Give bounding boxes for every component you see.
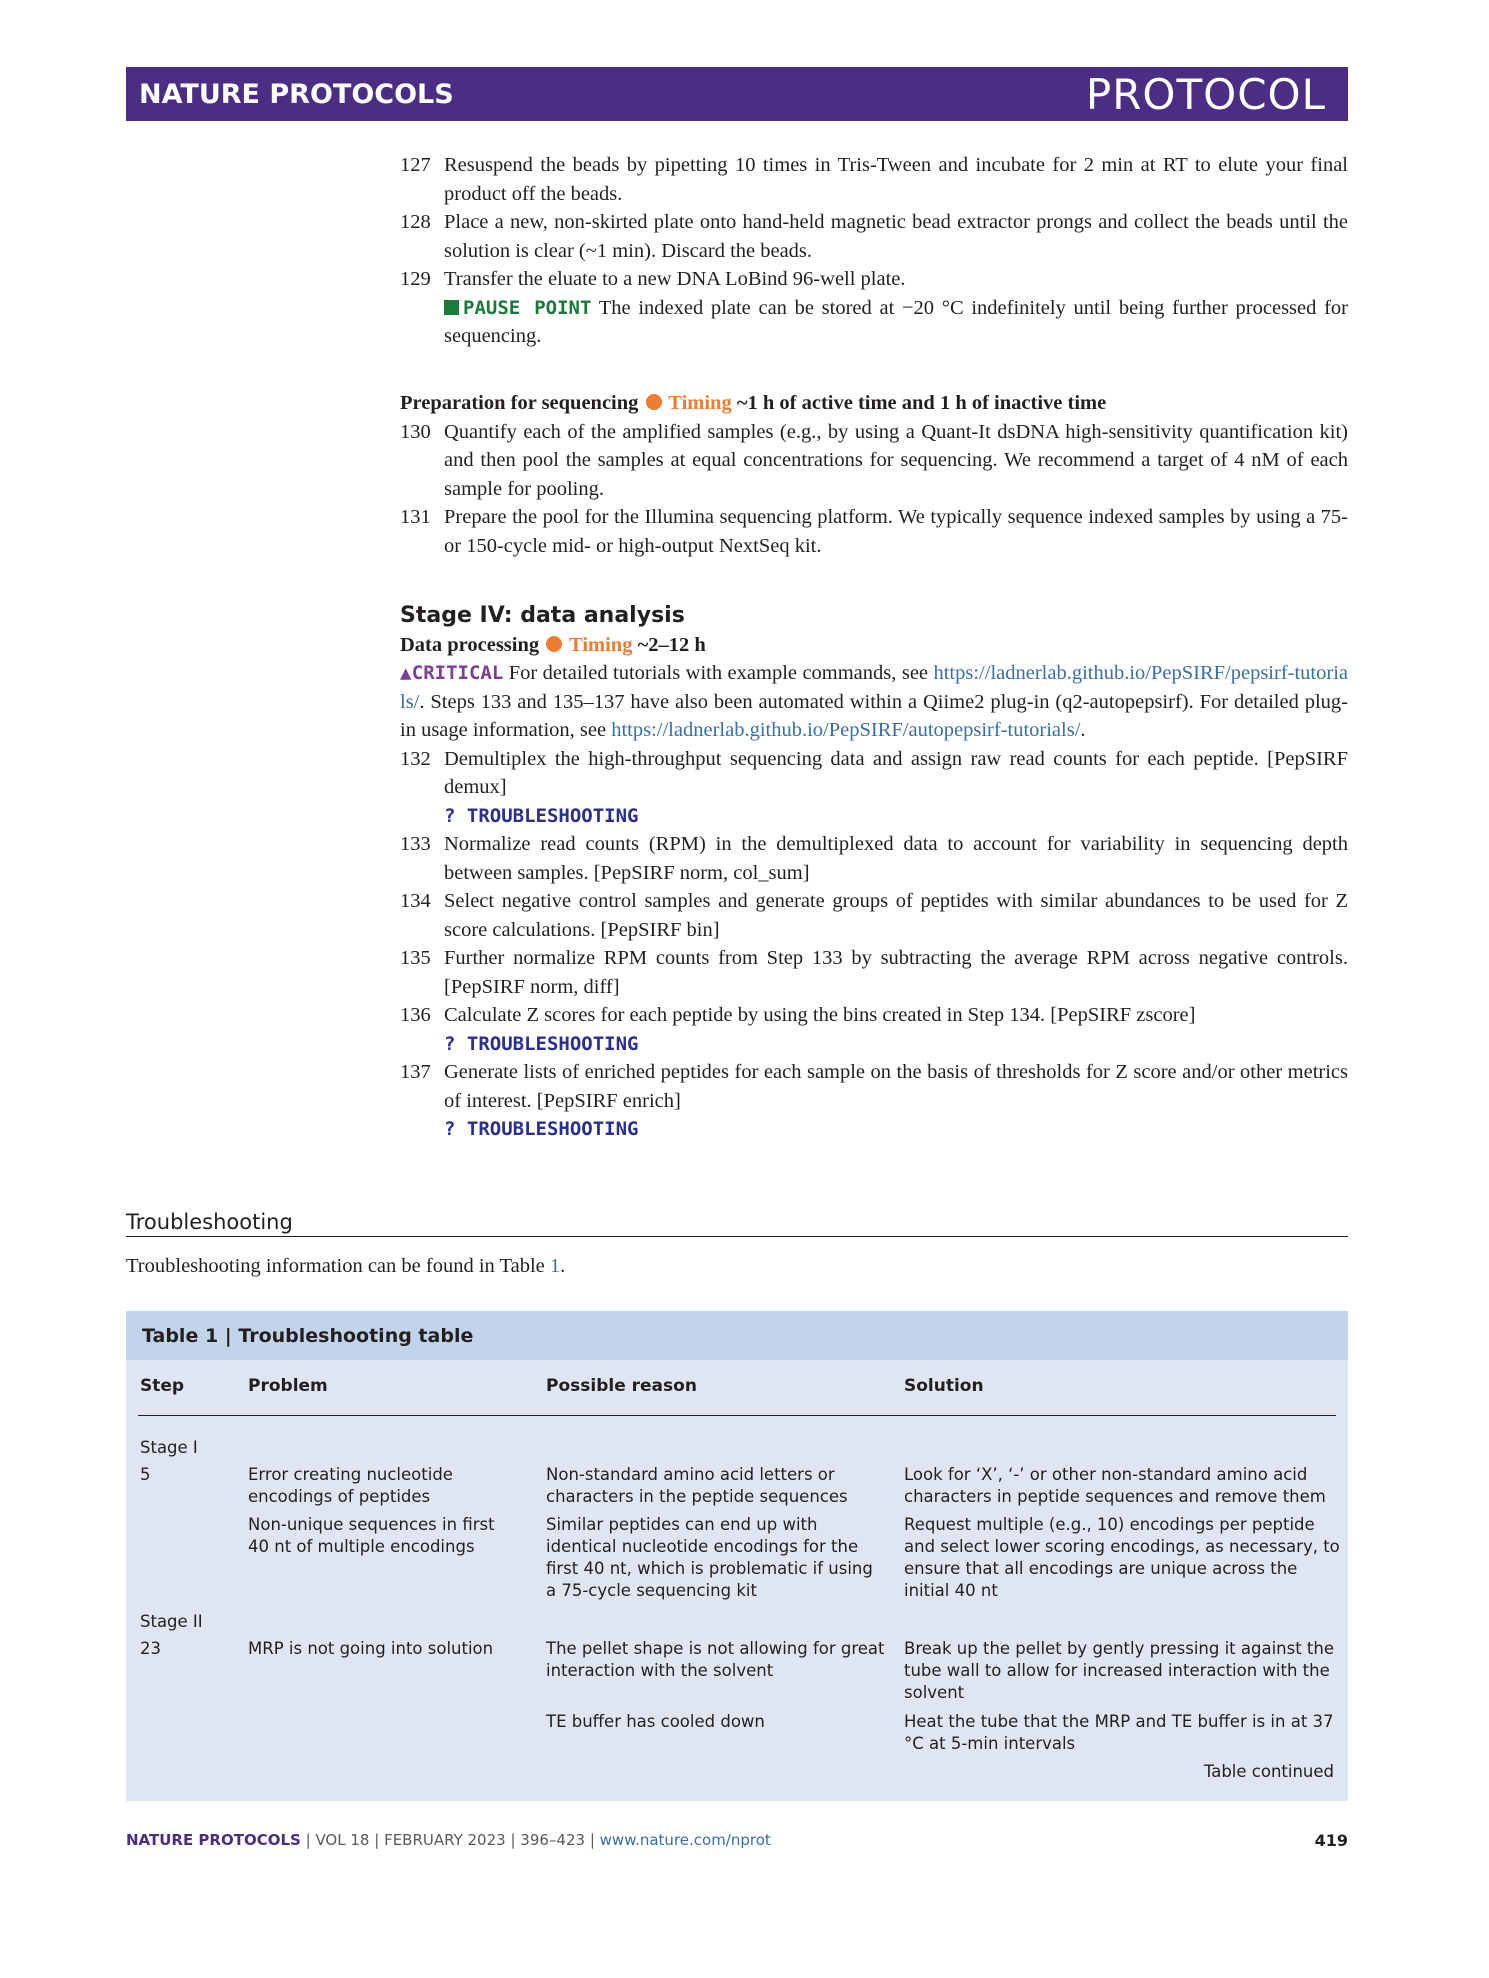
footer-volume: VOL 18 [315, 1831, 370, 1849]
data-processing-heading: Data processing Timing ~2–12 h [400, 633, 706, 656]
timing-dot-icon [646, 394, 662, 410]
troubleshooting-table [126, 1311, 1348, 1801]
step-127: 127 Resuspend the beads by pipetting 10 times in Tris-Tween and incubate for 2 min at RT to elute your final product off the beads. [400, 154, 1348, 205]
pause-point [400, 294, 1348, 351]
critical-label: CRITICAL [411, 662, 504, 684]
reason-cell: Similar peptides can end up with identical nucleotide encodings for the first 40 nt, which is problematic if using a 75-cycle sequencing kit [546, 1515, 873, 1600]
step-131: 131 Prepare the pool for the Illumina sequencing platform. We typically sequence indexed samples by using a 75- or 150-cycle mid- or high-output NextSeq kit. [400, 506, 1348, 557]
pause-text: The indexed plate can be stored at −20 °C indefinitely until being further processed for sequencing. [444, 296, 1348, 347]
col-header-reason: Possible reason [546, 1376, 697, 1396]
step-129: 129 Transfer the eluate to a new DNA LoBind 96-well plate. [400, 268, 906, 290]
critical-note: ▲CRITICAL For detailed tutorials with example commands, see https://ladnerlab.github.io/PepSIRF/pepsirf-tutorials/. Steps 133 and 135–137 have also been automated within a Qiime2 plug-in (q2-autopepsirf). For detailed plug-in usage information, see https://ladnerlab.github.io/PepSIRF/autopepsirf-tutorials/. [400, 662, 1348, 741]
header-rule [138, 1415, 1336, 1416]
prep-heading: Preparation for sequencing Timing ~1 h of active time and 1 h of inactive time [400, 392, 1107, 414]
step-135: 135 Further normalize RPM counts from Step 133 by subtracting the average RPM across negative controls. [PepSIRF norm, diff] [400, 947, 1348, 998]
stage-2-label: Stage II [140, 1612, 203, 1631]
solution-cell: Request multiple (e.g., 10) encodings per peptide and select lower scoring encodings, as necessary, to ensure that all encodings are unique across the initial 40 nt [904, 1515, 1340, 1600]
tutorials-link[interactable]: https://ladnerlab.github.io/PepSIRF/pepsirf-tutorials/ [400, 662, 1348, 713]
step-23-cell: 23 [140, 1639, 161, 1658]
page-number: 419 [1314, 1831, 1348, 1850]
journal-name: NATURE PROTOCOLS [139, 78, 454, 110]
stage-1-label: Stage I [140, 1438, 198, 1457]
journal-header-bar [126, 67, 1348, 121]
reason-cell: The pellet shape is not allowing for great interaction with the solvent [546, 1639, 885, 1680]
troubleshooting-ref-136[interactable]: ? TROUBLESHOOTING [444, 1032, 639, 1055]
step-137: 137 Generate lists of enriched peptides for each sample on the basis of thresholds for Z score and/or other metrics of interest. [PepSIRF enrich] [400, 1061, 1348, 1112]
footer-pages: 396–423 [520, 1831, 586, 1849]
footer-date: FEBRUARY 2023 [384, 1831, 506, 1849]
table-1-link[interactable]: 1 [549, 1255, 561, 1277]
step-130: 130 Quantify each of the amplified samples (e.g., by using a Quant-It dsDNA high-sensitivity quantification kit) and then pool the samples at equal concentrations for sequencing. We recommend a target of 4 nM of each sample for pooling. [400, 420, 1348, 500]
col-header-problem: Problem [248, 1376, 328, 1396]
col-header-step: Step [140, 1376, 185, 1396]
step-136: 136 Calculate Z scores for each peptide by using the bins created in Step 134. [PepSIRF zscore] [400, 1004, 1196, 1026]
critical-triangle-icon: ▲ [400, 662, 412, 684]
troubleshooting-heading: Troubleshooting [126, 1210, 1348, 1237]
steps-top [400, 151, 1348, 351]
solution-cell: Look for ‘X’, ‘-’ or other non-standard amino acid characters in peptide sequences and remove them [904, 1465, 1326, 1506]
troubleshooting-info: Troubleshooting information can be found in Table 1. [126, 1255, 566, 1277]
troubleshooting-ref-132[interactable]: ? TROUBLESHOOTING [444, 804, 639, 827]
page-footer: NATURE PROTOCOLS | VOL 18 | FEBRUARY 2023 | 396–423 | www.nature.com/nprot 419 [126, 1831, 1348, 1850]
pause-square-icon [444, 300, 459, 315]
stage4-section [400, 602, 1348, 1144]
problem-cell: Non-unique sequences in first 40 nt of multiple encodings [248, 1515, 495, 1556]
autopepsirf-link[interactable]: https://ladnerlab.github.io/PepSIRF/autopepsirf-tutorials/ [611, 719, 1081, 741]
footer-journal: NATURE PROTOCOLS [126, 1831, 301, 1849]
prep-section [400, 389, 1348, 560]
solution-cell: Heat the tube that the MRP and TE buffer is in at 37 °C at 5-min intervals [904, 1712, 1334, 1753]
reason-cell: TE buffer has cooled down [546, 1712, 765, 1731]
stage4-heading: Stage IV: data analysis [400, 603, 685, 628]
reason-cell: Non-standard amino acid letters or characters in the peptide sequences [546, 1465, 848, 1506]
step-132: 132 Demultiplex the high-throughput sequencing data and assign raw read counts for each peptide. [PepSIRF demux] [400, 747, 1348, 798]
table-caption: Table 1 | Troubleshooting table [126, 1311, 1348, 1360]
pause-label: PAUSE POINT [463, 296, 592, 319]
step-134: 134 Select negative control samples and generate groups of peptides with similar abundances to be used for Z score calculations. [PepSIRF bin] [400, 890, 1348, 941]
table-continued-note: Table continued [1203, 1762, 1334, 1781]
col-header-solution: Solution [904, 1376, 984, 1396]
step-133: 133 Normalize read counts (RPM) in the demultiplexed data to account for variability in sequencing depth between samples. [PepSIRF norm, col_sum] [400, 833, 1348, 884]
footer-url[interactable]: www.nature.com/nprot [599, 1831, 771, 1849]
article-type: PROTOCOL [1085, 69, 1326, 119]
timing-dot-icon [546, 636, 562, 652]
step-5-cell: 5 [140, 1465, 151, 1484]
problem-cell: MRP is not going into solution [248, 1639, 494, 1658]
troubleshooting-ref-137[interactable]: ? TROUBLESHOOTING [444, 1118, 639, 1140]
step-128: 128 Place a new, non-skirted plate onto hand-held magnetic bead extractor prongs and collect the beads until the solution is clear (~1 min). Discard the beads. [400, 211, 1348, 262]
solution-cell: Break up the pellet by gently pressing it against the tube wall to allow for increased interaction with the solvent [904, 1639, 1335, 1702]
problem-cell: Error creating nucleotide encodings of peptides [248, 1465, 453, 1506]
